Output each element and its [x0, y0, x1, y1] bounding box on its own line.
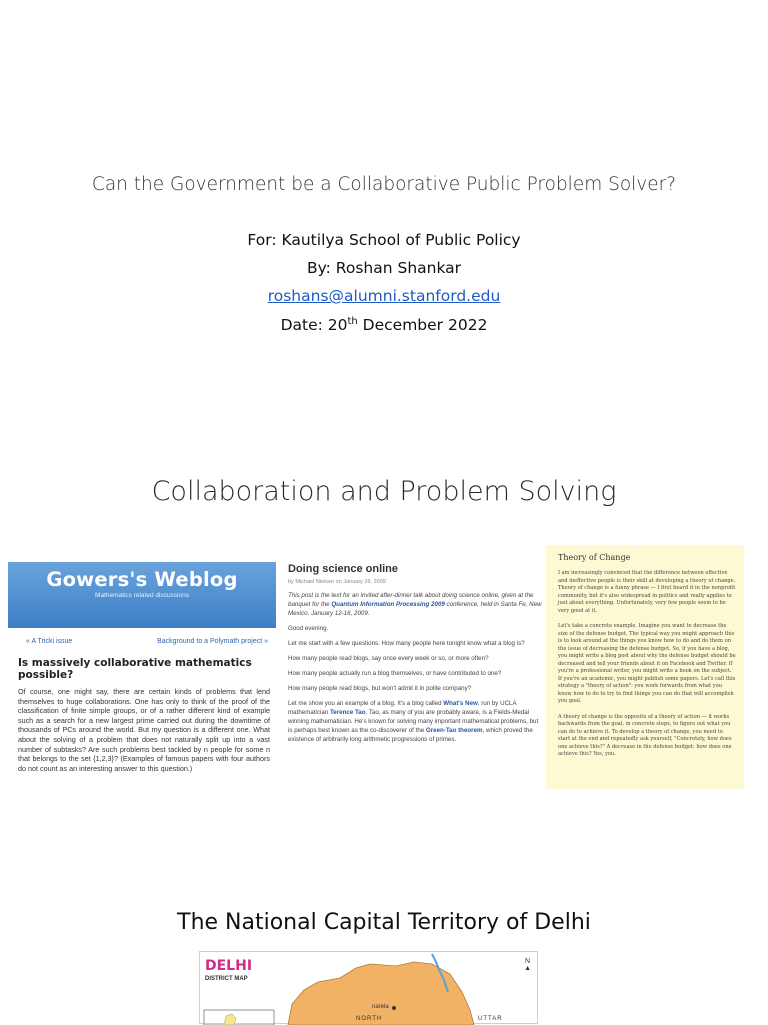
slide1-title: Can the Government be a Collaborative Public Problem Solver?	[91, 174, 677, 195]
science-byline: by Michael Nielsen on January 26, 2009	[288, 579, 386, 585]
date-suffix: December 2022	[357, 316, 488, 335]
date-sup: th	[347, 316, 358, 327]
gowers-post-heading: Is massively collaborative mathematics possible?	[18, 657, 252, 681]
north-arrow-icon: N ▲	[524, 958, 531, 972]
gowers-prev-link[interactable]: « A Tricki issue	[26, 638, 73, 645]
date-prefix: Date: 20	[280, 316, 348, 335]
map-district-label: NORTH	[356, 1016, 383, 1022]
map-title: DELHI	[205, 958, 253, 974]
science-p6	[284, 693, 546, 744]
theory-p3: A theory of change is the opposite of a theory of action — it works backwards from the goal, in concrete steps, to figure out what you can do to achieve it. To develop a theory of change, you need to start at the end and repeatedly ask yourself, "Concretely, how does one achieve this?" A decrease in the defense budget: how does one achieve this? Yes, you.	[558, 713, 732, 757]
gowers-next-link[interactable]: Background to a Polymath project »	[157, 638, 268, 645]
gowers-weblog-screenshot	[8, 562, 276, 773]
science-intro-b: conference, held in Santa Fe, New Mexico, January 12-16, 2009.	[288, 601, 542, 617]
map-subtitle: DISTRICT MAP	[205, 976, 248, 982]
slide2-title: Collaboration and Problem Solving	[151, 476, 617, 507]
slide3-title: The National Capital Territory of Delhi	[177, 910, 591, 935]
science-p6-d: , which proved the existence of arbitrarily long arithmetic progressions of primes.	[288, 727, 533, 743]
theory-p1: I am increasingly convinced that the difference between effective and ineffective people is their skill at developing a theory of change. Theory of change is a funny phrase — I first heard it in the nonprofit community, but it's also widespread in politics and really applies to just about everything. Unfortunately, very few people seem to be very good at it.	[558, 570, 736, 614]
theory-p2: Let's take a concrete example. Imagine you want to decrease the size of the defense budget. The typical way you might approach this is to look around at the things you know how to do and do them on the issue of decreasing the defense budget. So, if you have a blog, you might write a blog post about why the defense budget should be decreased and tell your friends about it on Facebook and Twitter. If you're a professional writer, you might write a book on the subject. If you're an academic, you might publish some papers. Let's call this strategy a "theory of action": you work forwards from what you know how to do to try to find things you can do that will accomplish you goal.	[558, 623, 736, 704]
science-title: Doing science online	[288, 563, 399, 575]
delhi-district-map	[199, 951, 538, 1024]
gowers-post-body: Of course, one might say, there are certain kinds of problems that lend themselves to huge collaborations. One has only to think of the proof of the classification of finite simple groups, or of a rather different kind of example such as a search for a new largest prime carried out during the downtime of thousands of PCs around the world. But my question is a different one. What about the solving of a problem that does not naturally split up into a vast number of subtasks? Are such problems best tackled by n people for some n that belongs to the set {1,2,3}? (Examples of famous papers with four authors do not count as an interesting answer to this question.)	[18, 687, 270, 773]
qip-link[interactable]: Quantum Information Processing 2009	[331, 601, 445, 608]
inset-shape	[224, 1014, 236, 1025]
map-place-label: narela	[372, 1004, 389, 1010]
gowers-nav	[8, 628, 276, 645]
science-p4: How many people actually run a blog themselves, or have contributed to one?	[288, 670, 502, 677]
gowers-subtitle: Mathematics related discussions	[95, 592, 189, 599]
science-p1: Good evening.	[288, 625, 329, 632]
theory-title: Theory of Change	[558, 553, 631, 562]
science-p5: How many people read blogs, but won't admit it in polite company?	[288, 685, 472, 692]
terence-tao-link[interactable]: Terence Tao	[329, 709, 366, 716]
science-intro	[284, 585, 546, 618]
green-tao-link[interactable]: Green-Tao theorem	[425, 727, 483, 734]
whats-new-link[interactable]: What's New	[443, 700, 478, 707]
author-line: By: Roshan Shankar	[306, 259, 462, 277]
inset-box	[204, 1010, 274, 1025]
science-p6-a: Let me show you an example of a blog. It's a blog called	[288, 700, 444, 707]
doing-science-online-screenshot	[284, 558, 546, 776]
science-p2: Let me start with a few questions. How many people here tonight know what a blog is?	[288, 640, 525, 647]
for-line: For: Kautilya School of Public Policy	[247, 231, 521, 249]
email-link[interactable]: roshans@alumni.stanford.edu	[267, 287, 501, 305]
north-label: N	[525, 958, 531, 965]
science-p6-c: . Tao, as many of you are probably aware, is a Fields-Medal winning mathematician. He's known for solving many important mathematical problems, but is perhaps best known as the co-discoverer of the	[288, 709, 539, 734]
map-region-label: UTTAR	[478, 1016, 503, 1022]
gowers-banner	[8, 562, 276, 628]
gowers-title: Gowers's Weblog	[46, 568, 238, 591]
date-line	[0, 316, 768, 334]
science-p3: How many people read blogs, say once every week or so, or more often?	[288, 655, 489, 662]
science-p6-b: , run by UCLA mathematician	[288, 700, 517, 716]
science-intro-a: This post is the text for an invited after-dinner talk about doing science online, given at the banquet for the	[288, 592, 534, 608]
narela-marker	[392, 1006, 396, 1010]
theory-of-change-screenshot	[546, 545, 744, 789]
